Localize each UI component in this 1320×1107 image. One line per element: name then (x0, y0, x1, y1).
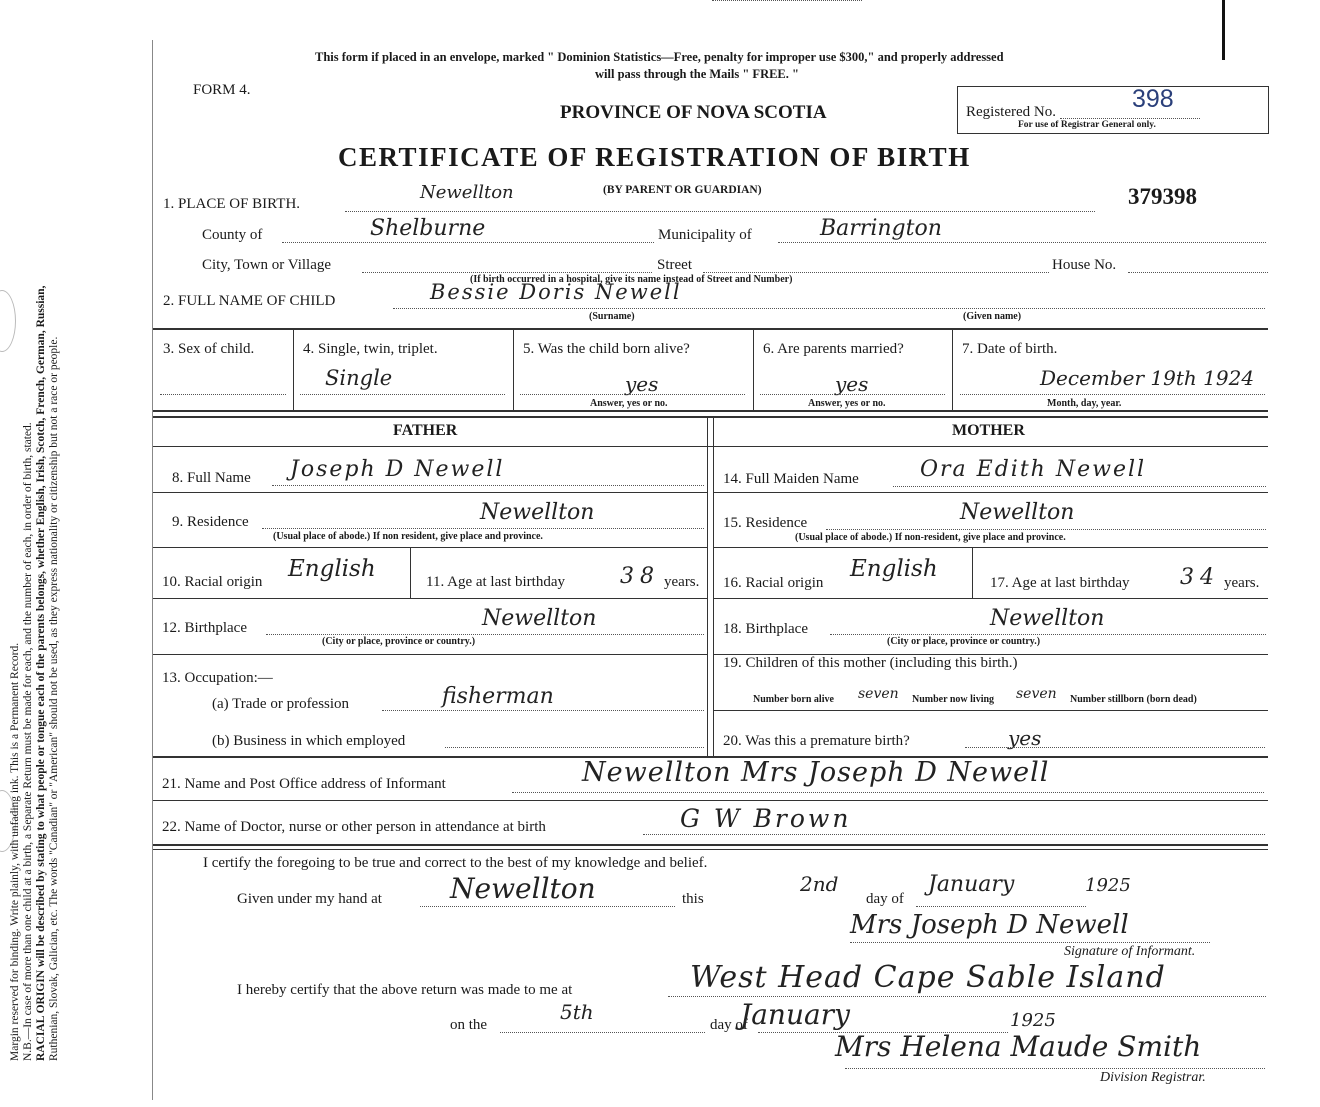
given-day-value: 2nd (800, 872, 839, 896)
mother-age-label: 17. Age at last birthday (990, 575, 1130, 591)
rule-children (713, 710, 1268, 711)
rule-row-3-bottom (153, 410, 1268, 412)
registrar-month-value: January (740, 998, 850, 1031)
father-birthplace-line (266, 634, 704, 635)
father-name-value: Joseph D Newell (290, 457, 505, 482)
street-line (703, 272, 1049, 273)
sex-line (160, 394, 286, 395)
form-number: FORM 4. (193, 82, 251, 98)
county-label: County of (202, 227, 263, 243)
rule-mother-racial (713, 598, 1268, 599)
parents-married-value: yes (835, 372, 869, 396)
born-alive-count-label: Number born alive (753, 694, 834, 705)
mother-birthplace-line (830, 634, 1266, 635)
on-the-label: on the (450, 1017, 488, 1033)
informant-value: Newellton Mrs Joseph D Newell (582, 757, 1050, 788)
trade-value: fisherman (442, 684, 554, 709)
father-age-value: 38 (620, 564, 660, 589)
house-line (1128, 272, 1268, 273)
father-birthplace-label: 12. Birthplace (162, 620, 247, 636)
margin-note-line: Margin reserved for binding. Write plainly, with unfading ink. This is a Permanent Record. (9, 642, 21, 1061)
father-heading: FATHER (393, 422, 458, 439)
father-age-unit: years. (664, 574, 700, 590)
municipality-label: Municipality of (658, 227, 752, 243)
doctor-line (643, 834, 1265, 835)
father-residence-note: (Usual place of abode.) If non resident, give place and province. (273, 531, 543, 542)
registered-no-line (1060, 118, 1200, 119)
mother-age-unit: years. (1224, 575, 1260, 591)
registrar-note: For use of Registrar General only. (1018, 120, 1156, 130)
child-name-value: Bessie Doris Newell (430, 280, 682, 304)
file-pen-mark (1222, 0, 1225, 60)
father-age-label: 11. Age at last birthday (426, 574, 565, 590)
father-racial-label: 10. Racial origin (162, 574, 263, 590)
date-of-birth-note: Month, day, year. (1047, 398, 1122, 409)
father-racial-value: English (288, 556, 376, 582)
registrar-day-value: 5th (560, 1000, 594, 1024)
given-name-note: (Given name) (963, 311, 1022, 322)
registrar-place-line (668, 996, 1266, 997)
registration-box (957, 86, 1269, 134)
margin-note-line: RACIAL ORIGIN will be described by stating to what people or tongue each of the parents belongs, whether English, Irish, Scotch, French, German, Russian, (35, 285, 47, 1061)
margin-rule (152, 40, 153, 1100)
multiple-birth-line (300, 394, 505, 395)
this-label: this (682, 891, 704, 907)
mother-racial-label: 16. Racial origin (723, 575, 824, 591)
parents-married-line (760, 394, 945, 395)
county-value: Shelburne (370, 216, 486, 241)
mother-racial-value: English (850, 556, 938, 582)
premature-value: yes (1008, 726, 1042, 750)
mother-name-label: 14. Full Maiden Name (723, 471, 859, 487)
trade-line (382, 710, 704, 711)
parents-divider-left (707, 416, 708, 756)
father-name-label: 8. Full Name (172, 470, 251, 486)
municipality-value: Barrington (820, 216, 942, 241)
given-day-line (712, 0, 862, 1)
place-of-birth-value: Newellton (420, 182, 514, 203)
province-heading: PROVINCE OF NOVA SCOTIA (560, 102, 827, 123)
given-place-value: Newellton (450, 872, 596, 905)
father-residence-value: Newellton (480, 500, 595, 525)
hospital-note: (If birth occurred in a hospital, give its name instead of Street and Number) (470, 274, 793, 285)
divider-4-5 (513, 328, 514, 410)
rule-father-name (153, 492, 707, 493)
rule-doctor-double (153, 849, 1268, 850)
now-living-count-label: Number now living (912, 694, 995, 705)
divider-5-6 (753, 328, 754, 410)
business-line (445, 747, 704, 748)
rule-parents-top (153, 416, 1268, 418)
rule-mother-residence (713, 547, 1268, 548)
rule-father-residence (153, 547, 707, 548)
occupation-label: 13. Occupation:— (162, 670, 273, 686)
registrar-signature-line (845, 1068, 1265, 1069)
city-label: City, Town or Village (202, 257, 332, 273)
given-under-label: Given under my hand at (237, 891, 382, 907)
date-of-birth-label: 7. Date of birth. (962, 341, 1058, 357)
father-residence-label: 9. Residence (172, 514, 249, 530)
margin-note-line: Ruthenian, Slovak, Galician, etc. The words "Canadian" or "American" should not be used, as they express nationality or citizenship but not a race or people. (48, 336, 60, 1061)
mail-notice-line-1: This form if placed in an envelope, marked " Dominion Statistics—Free, penalty for improper use $300," and properly addressed (315, 50, 1004, 64)
born-alive-label: 5. Was the child born alive? (523, 341, 690, 357)
registrar-day-of-label: day of (710, 1017, 748, 1033)
mother-residence-line (826, 529, 1266, 530)
parents-married-label: 6. Are parents married? (763, 341, 904, 357)
doctor-label: 22. Name of Doctor, nurse or other person in attendance at birth (162, 819, 546, 835)
date-of-birth-value: December 19th 1924 (1040, 366, 1255, 390)
registrar-statement: I hereby certify that the above return was made to me at (237, 982, 573, 998)
certificate-subtitle: (BY PARENT OR GUARDIAN) (603, 184, 762, 196)
registered-label: Registered No. (966, 104, 1056, 120)
rule-doctor (153, 844, 1268, 846)
divider-3-4 (293, 328, 294, 410)
father-birthplace-value: Newellton (482, 606, 597, 631)
rule-father-birthplace (153, 654, 707, 655)
stillborn-count-label: Number stillborn (born dead) (1070, 694, 1197, 705)
county-line (282, 242, 654, 243)
mother-residence-value: Newellton (960, 500, 1075, 525)
day-of-label: day of (866, 891, 904, 907)
given-place-line (420, 906, 675, 907)
parents-divider-right (713, 416, 714, 756)
registrar-day-line (500, 1032, 705, 1033)
city-line (362, 272, 652, 273)
informant-signature-caption: Signature of Informant. (1064, 944, 1196, 959)
rule-headings (153, 446, 1268, 447)
born-alive-value: yes (625, 372, 659, 396)
trade-label: (a) Trade or profession (212, 696, 350, 712)
given-month-line (916, 906, 1086, 907)
parents-married-note: Answer, yes or no. (808, 398, 886, 409)
certification-statement: I certify the foregoing to be true and correct to the best of my knowledge and belief. (203, 855, 708, 871)
father-racial-divider (410, 548, 411, 598)
informant-line (512, 792, 1264, 793)
house-label: House No. (1052, 257, 1117, 273)
informant-signature-line (850, 942, 1210, 943)
rule-mother-name (713, 492, 1268, 493)
mother-racial-divider (972, 548, 973, 598)
children-label: 19. Children of this mother (including this birth.) (723, 655, 1018, 671)
born-alive-count-value: seven (858, 686, 899, 702)
margin-note-line: N.B.—In case of more than one child at a birth, a Separate Return must be made for each, and the number of each, in order of birth, stated. (22, 422, 34, 1061)
now-living-count-value: seven (1016, 686, 1057, 702)
premature-line (965, 747, 1265, 748)
divider-6-7 (952, 328, 953, 410)
registrar-year-value: 1925 (1010, 1010, 1056, 1031)
serial-number: 379398 (1128, 184, 1197, 209)
place-of-birth-line (345, 211, 1095, 212)
margin-instructions (9, 31, 61, 1061)
mother-heading: MOTHER (952, 422, 1025, 439)
mother-name-value: Ora Edith Newell (920, 457, 1147, 482)
registrar-caption: Division Registrar. (1100, 1070, 1206, 1085)
registrar-place-value: West Head Cape Sable Island (690, 960, 1166, 995)
certificate-title: CERTIFICATE OF REGISTRATION OF BIRTH (338, 142, 971, 172)
given-year-value: 1925 (1085, 875, 1131, 896)
surname-note: (Surname) (589, 311, 635, 322)
rule-row-3 (153, 328, 1268, 330)
born-alive-note: Answer, yes or no. (590, 398, 668, 409)
mother-birthplace-value: Newellton (990, 606, 1105, 631)
mother-residence-label: 15. Residence (723, 515, 808, 531)
doctor-value: G W Brown (680, 804, 852, 833)
mother-name-line (893, 486, 1266, 487)
father-name-line (272, 485, 704, 486)
mother-birthplace-label: 18. Birthplace (723, 621, 808, 637)
mother-birthplace-note: (City or place, province or country.) (887, 636, 1041, 647)
business-label: (b) Business in which employed (212, 733, 406, 749)
multiple-birth-label: 4. Single, twin, triplet. (303, 341, 438, 357)
informant-label: 21. Name and Post Office address of Informant (162, 776, 446, 792)
child-name-label: 2. FULL NAME OF CHILD (163, 293, 336, 309)
rule-father-racial (153, 598, 707, 599)
rule-informant (153, 800, 1268, 801)
place-of-birth-label: 1. PLACE OF BIRTH. (163, 196, 301, 212)
multiple-birth-value: Single (325, 366, 393, 390)
mail-notice-line-2: will pass through the Mails " FREE. " (595, 67, 799, 81)
born-alive-line (520, 394, 745, 395)
street-label: Street (657, 257, 692, 273)
father-birthplace-note: (City or place, province or country.) (322, 636, 476, 647)
municipality-line (778, 242, 1266, 243)
informant-signature: Mrs Joseph D Newell (850, 910, 1129, 940)
premature-label: 20. Was this a premature birth? (723, 733, 910, 749)
registrar-signature: Mrs Helena Maude Smith (835, 1030, 1202, 1063)
registered-number: 398 (1132, 85, 1174, 113)
father-residence-line (262, 528, 704, 529)
mother-age-value: 34 (1180, 565, 1220, 590)
child-name-line (393, 308, 1265, 309)
date-of-birth-line (960, 394, 1265, 395)
given-month-value: January (928, 872, 1015, 897)
mother-residence-note: (Usual place of abode.) If non-resident, give place and province. (795, 532, 1066, 543)
sex-label: 3. Sex of child. (163, 341, 255, 357)
